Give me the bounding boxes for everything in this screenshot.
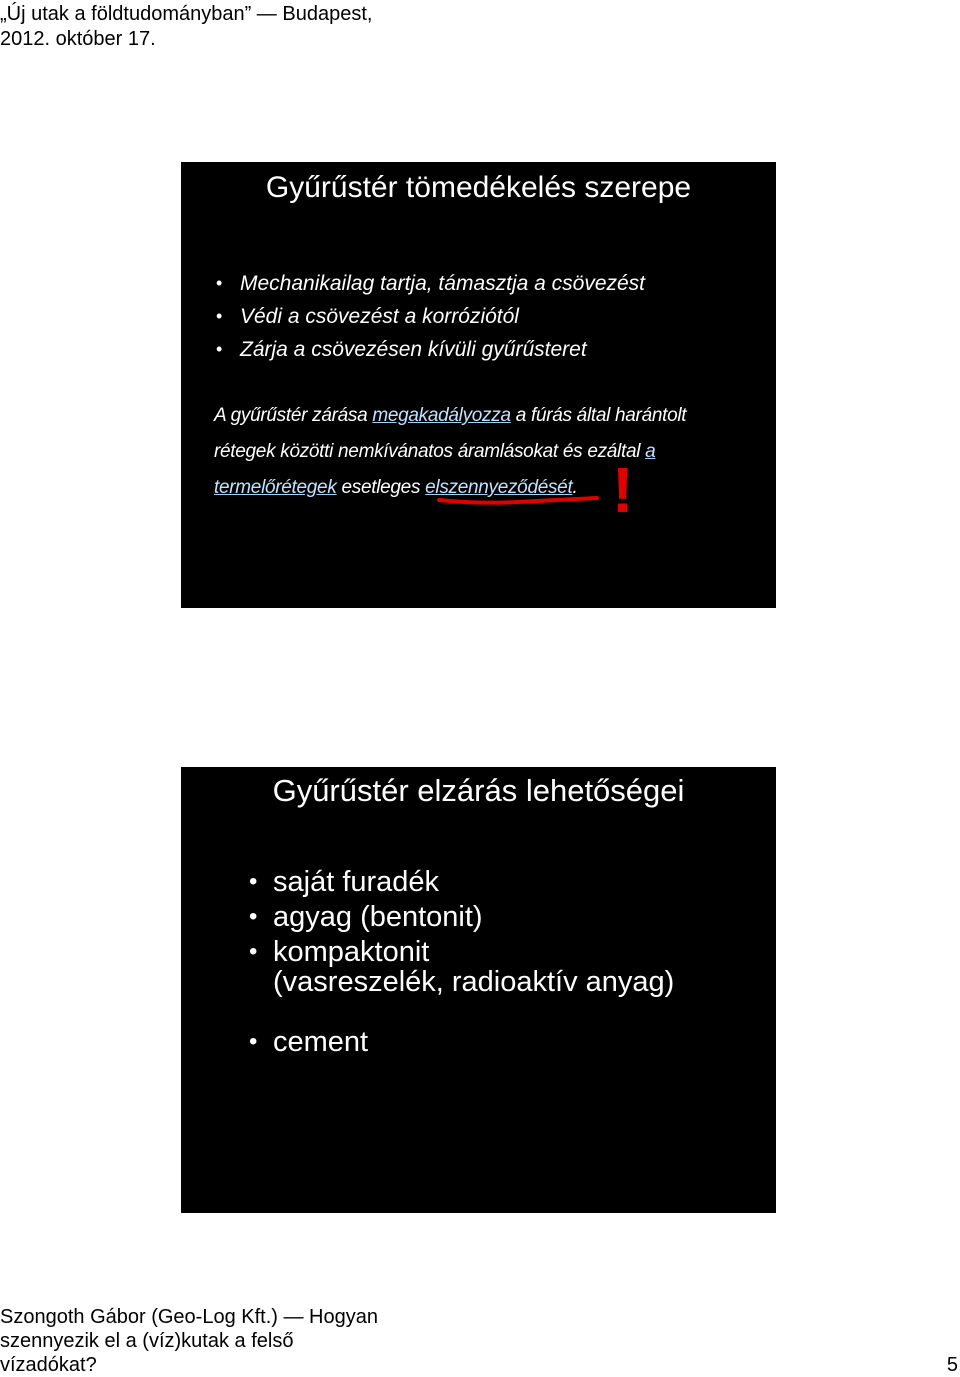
slide1-bullet: • Zárja a csövezésen kívüli gyűrűsteret [240, 333, 645, 366]
page-header [0, 2, 520, 52]
slide2-bullet-list [249, 866, 675, 1062]
footer-line-1: Szongoth Gábor (Geo-Log Kft.) — Hogyan [0, 1306, 378, 1328]
slide1-bullet-list [216, 267, 646, 366]
bullet-dot-icon: • [249, 938, 258, 965]
header-line-1: „Új utak a földtudományban” — Budapest, [0, 3, 373, 25]
slide2-bullet: • cement [249, 1026, 369, 1058]
slide-annulus-sealing-options [181, 767, 776, 1213]
highlight-prevents: megakadályozza [372, 405, 511, 426]
page-number: 5 [946, 1354, 958, 1376]
bullet-dot-icon: • [216, 339, 223, 359]
header-line-2: 2012. október 17. [0, 28, 156, 50]
red-underline-mark [437, 490, 602, 510]
slide1-bullet: • Mechanikailag tartja, támasztja a csövezést [240, 267, 645, 300]
highlight-contamination: elszennyeződését [425, 477, 573, 498]
bullet-dot-icon: • [249, 1028, 258, 1055]
slide1-title: Gyűrűstér tömedékelés szerepe [265, 171, 692, 204]
highlight-production-layers: a termelőrétegek [214, 441, 656, 498]
bullet-dot-icon: • [249, 868, 258, 895]
bullet-dot-icon: • [216, 306, 223, 326]
exclamation-mark: ! [612, 454, 634, 526]
slide-annulus-grouting-role [181, 162, 776, 608]
page-footer [0, 1305, 430, 1377]
footer-line-2: szennyezik el a (víz)kutak a felső [0, 1330, 294, 1352]
footer-line-3: vízadókat? [0, 1354, 97, 1376]
bullet-dot-icon: • [216, 273, 223, 293]
slide2-bullet: • saját furadék [249, 866, 440, 898]
slide1-note: A gyűrűstér zárása megakadályozza a fúrás által harántolt rétegek közötti nemkívánatos áramlásokat és ezáltal a termelőrétegek esetleges elszennyeződését. [214, 405, 687, 498]
slide1-bullet: • Védi a csövezést a korróziótól [240, 300, 645, 333]
slide2-bullet: • agyag (bentonit) [249, 901, 483, 933]
slide2-title: Gyűrűstér elzárás lehetőségei [272, 773, 685, 808]
bullet-dot-icon: • [249, 903, 258, 930]
slide2-bullet: • kompaktonit (vasreszelék, radioaktív anyag) [249, 936, 675, 998]
